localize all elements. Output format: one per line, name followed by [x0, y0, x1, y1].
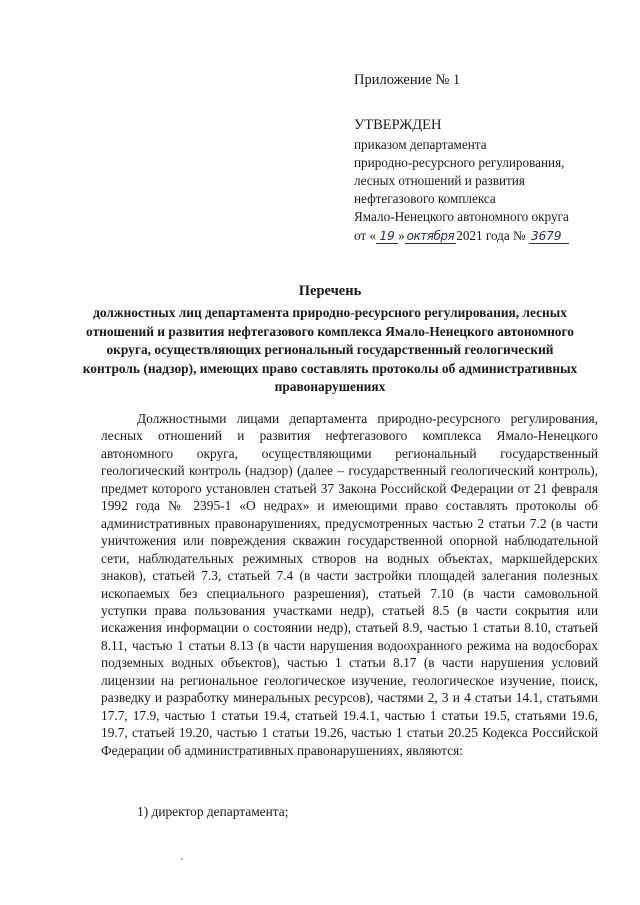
approval-line: нефтегазового комплекса — [354, 191, 496, 206]
date-mid: » — [398, 228, 405, 243]
date-month-handwritten: октября — [406, 229, 455, 243]
document-subtitle: должностных лиц департамента природно-ресурсного регулирования, лесных отношений и развития нефтегазового комплекса Ямало-Ненецкого автономного округа, осуществляющих региональный государственный геологический контроль (надзор), имеющих право составлять протоколы об административных правонарушениях — [82, 305, 578, 395]
document-title-block — [80, 283, 580, 397]
scan-speck — [181, 858, 183, 860]
body-paragraph: Должностными лицами департамента природно-ресурсного регулирования, лесных отношений и развития нефтегазового комплекса Ямало-Ненецкого автономного округа, осуществляющими региональный государственный геологический контроль (надзор) (далее – государственный геологический контроль), предмет которого установлен статьей 37 Закона Российской Федерации от 21 февраля 1992 года № 2395-1 «О недрах» и имеющими право составлять протоколы об административных правонарушениях, предусмотренных частью 2 статьи 7.2 (в части уничтожения или повреждения скважин государственной опорной наблюдательной сети, наблюдательных режимных створов на водных объектах, маркшейдерских знаков), статьей 7.3, статьей 7.4 (в части застройки площадей залегания полезных ископаемых без специального разрешения), статьей 7.10 (в части самовольной уступки права пользования участками недр), статьей 8.5 (в части сокрытия или искажения информации о состоянии недр), статьей 8.9, частью 1 статьи 8.10, статьей 8.11, частью 1 статьи 8.13 (в части нарушения водоохранного режима на водосборах подземных водных объектов), частью 1 статьи 8.17 (в части нарушения условий лицензии на региональное геологическое изучение, геологическое изучение, поиск, разведку и разработку минеральных ресурсов), частями 2, 3 и 4 статьи 14.1, статьями 17.7, 17.9, частью 1 статьи 19.4, статьей 19.4.1, частью 1 статьи 19.5, статьями 19.6, 19.7, статьей 19.20, частью 1 статьи 19.26, частью 1 статьи 20.25 Кодекса Российской Федерации об административных правонарушениях, являются: — [101, 411, 598, 758]
date-prefix: от « — [354, 228, 377, 243]
approval-line: природно-ресурсного регулирования, — [354, 155, 565, 170]
approval-date-line — [354, 227, 614, 245]
list-item: 1) директор департамента; — [137, 804, 289, 819]
approval-line: Ямало-Ненецкого автономного округа — [354, 209, 569, 224]
approval-line: лесных отношений и развития — [354, 173, 525, 188]
approval-block — [354, 117, 614, 245]
approved-heading: УТВЕРЖДЕН — [354, 117, 442, 133]
approval-line: приказом департамента — [354, 137, 487, 152]
date-day-handwritten: 19 — [376, 229, 398, 244]
document-title: Перечень — [298, 283, 362, 299]
appendix-label: Приложение № 1 — [354, 72, 461, 88]
date-year: 2021 года № — [456, 228, 529, 243]
order-number-handwritten: 3679 — [529, 229, 569, 244]
